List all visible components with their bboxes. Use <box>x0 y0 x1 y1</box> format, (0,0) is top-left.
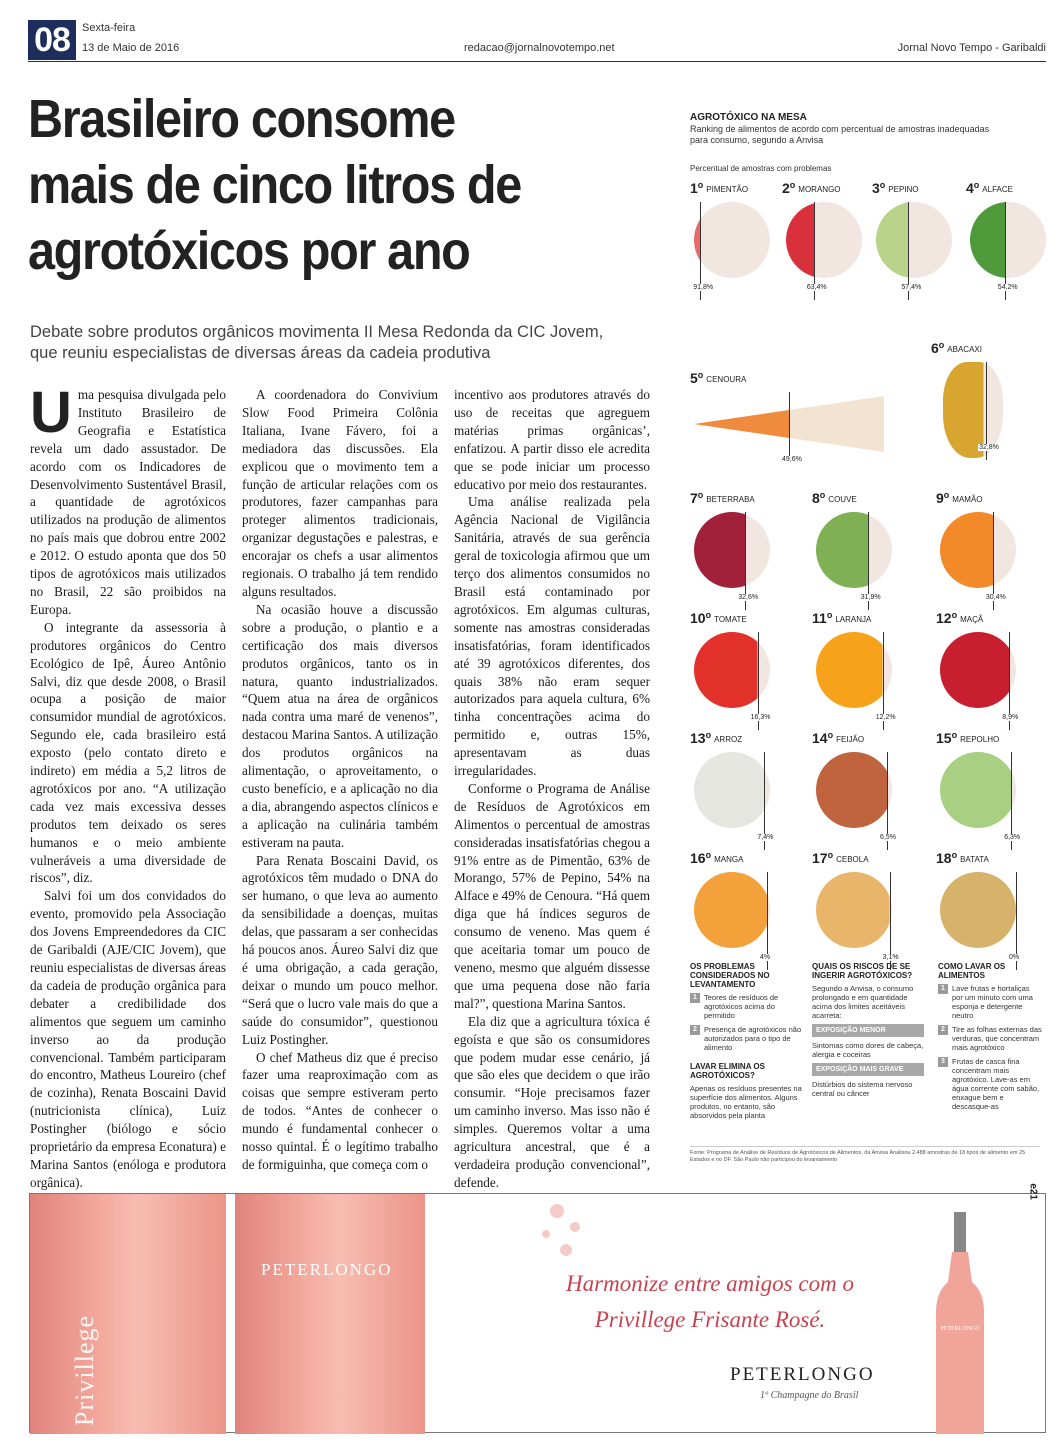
food-image <box>970 202 1046 278</box>
paragraph: O integrante da assessoria à produtores orgânicos do Centro Ecológico de Ipê, Áureo Antônio Salvi, diz que desde 2008, o Brasil ocupa a posição de maior consumidor mundial de agrotóxicos. Segundo ele, cada brasileiro está exposto (pelo contato direto e indireto) em média a 5,2 litros de agrotóxicos por ano. “A utilização cada vez mais excessiva desses produtos tem deixado os seres humanos e o meio ambiente vulneráveis a uma diversidade de riscos”, diz. <box>30 619 226 886</box>
food-image <box>816 632 892 708</box>
percent-label: 6,3% <box>1004 834 1021 841</box>
percent-label: 57,4% <box>901 284 922 291</box>
risks-title: QUAIS OS RISCOS DE SE INGERIR AGROTÓXICOS? <box>812 962 913 980</box>
food-item <box>936 490 1026 620</box>
bubble-decoration <box>570 1222 580 1232</box>
paragraph: Conforme o Programa de Análise de Resíduos de Agrotóxicos em Alimentos o percentual de amostras consideradas insatisfatórias chegou a 91% entre as de Pimentão, 63% de Morango, 57% de Pepino, 54% na Alface e 49% de Cenoura. “Há quem diga que há índices seguros de consumo de veneno. Mas quem é que aceitaria tomar um pouco de veneno, mesmo que alguém dissesse que uma pequena dose não faria mal?”, questiona Marina Santos. <box>454 780 650 1011</box>
article-subhead: Debate sobre produtos orgânicos movimenta II Mesa Redonda da CIC Jovem, que reuniu especialistas de diversas áreas da cadeia produtiva <box>30 323 604 362</box>
food-rank-label: 4$^o$ ALFACE <box>966 180 1013 196</box>
weekday: Sexta-feira <box>82 22 136 34</box>
percent-marker <box>789 392 790 462</box>
percent-label: 6,5% <box>880 834 897 841</box>
food-item <box>812 850 902 980</box>
ad-code: e21 <box>1028 1183 1039 1200</box>
bubble-decoration <box>542 1230 550 1238</box>
food-item <box>782 180 872 310</box>
exposure-minor-text: Sintomas como dores de cabeça, alergia e coceiras <box>812 1041 924 1059</box>
washing-question-title: LAVAR ELIMINA OS AGROTÓXICOS? <box>690 1062 765 1080</box>
food-rank-label: 8$^o$ COUVE <box>812 490 857 506</box>
percent-label: 49,6% <box>782 456 802 463</box>
food-item <box>812 730 902 860</box>
list-item: 2 Tire as folhas externas das verduras, que concentram mais agrotóxico <box>938 1025 1042 1052</box>
food-image <box>876 202 952 278</box>
article-column-3 <box>454 386 650 1192</box>
exposure-minor-tag: EXPOSIÇÃO MENOR <box>812 1024 924 1037</box>
list-item: 3 Frutas de casca fina concentram mais agrotóxico. Lave-as em água corrente com sabão, enxague bem e descasque-as <box>938 1057 1042 1111</box>
exposure-severe-tag: EXPOSIÇÃO MAIS GRAVE <box>812 1063 924 1076</box>
percent-label: 30,4% <box>985 594 1006 601</box>
percent-label: 4% <box>759 954 771 961</box>
list-item: 2 Presença de agrotóxicos não autorizados para o tipo de alimento <box>690 1025 802 1052</box>
food-rank-label: 11$^o$ LARANJA <box>812 610 872 626</box>
drop-cap: U <box>30 380 72 445</box>
food-image <box>816 512 892 588</box>
food-item <box>966 180 1056 310</box>
ad-tagline: Harmonize entre amigos com o Privillege Frisante Rosé. <box>566 1271 854 1332</box>
food-image <box>940 752 1016 828</box>
food-rank-label: 16$^o$ MANGA <box>690 850 744 866</box>
issue-date: 13 de Maio de 2016 <box>82 42 180 54</box>
food-rank-label: 3$^o$ PEPINO <box>872 180 919 196</box>
svg-text:PETERLONGO: PETERLONGO <box>940 1326 980 1332</box>
wash-title: COMO LAVAR OS ALIMENTOS <box>938 962 1006 980</box>
paragraph: incentivo aos produtores através do uso de receitas que agreguem matérias primas orgânicas’, enfatizou. A partir disso ele acredita que se pode iniciar um processo educativo por meio dos restaurantes. <box>454 387 650 492</box>
bottle-brand: PETERLONGO <box>261 1260 393 1279</box>
food-rank-label: 5$^o$ CENOURA <box>690 370 747 386</box>
food-item <box>931 340 1021 470</box>
paragraph: Uma análise realizada pela Agência Nacional de Vigilância Sanitária, através de sua gerência geral de toxicologia afirmou que um terço dos alimentos consumidos no Brasil está contaminado por agrotóxicos. Em algumas culturas, somente nas amostras consideradas insatisfatórias, foram identificados até 39 agrotóxicos diferentes, dos quais 38% não eram sequer autorizados para aquela cultura, 6% tinha concentrações acima do permitido e, outras 15%, apresentavam as duas irregularidades. <box>454 494 650 779</box>
food-rank-label: 1$^o$ PIMENTÃO <box>690 180 749 196</box>
washing-answer: Apenas os resíduos presentes na superfície dos alimentos. Alguns produtos, no entanto, são absorvidos pela planta <box>690 1084 802 1120</box>
infographic-source: Fonte: Programa de Análise de Resíduos de Agrotóxicos de Alimentos, da Anvisa Analisou 2.488 amostras de 18 tipos de alimento em 25 Estados e no DF. São Paulo não participou do levantamento <box>690 1146 1040 1164</box>
infographic-subtitle: Ranking de alimentos de acordo com percentual de amostras inadequadas para consumo, segundo a Anvisa <box>690 124 990 145</box>
newspaper-name: Jornal Novo Tempo - Garibaldi <box>897 42 1046 54</box>
food-image <box>694 872 770 948</box>
paragraph: Para Renata Boscaini David, os agrotóxicos têm mudado o DNA do ser humano, o que leva ao aumento da sensibilidade a doenças, muitas delas, que passaram a ser conhecidas há poucos anos. Áureo Salvi diz que é uma obrigação, a cada geração, deixar o mundo um pouco melhor. “Será que o lucro vale mais do que a saúde do consumidor”, questionou Luiz Postingher. <box>242 852 438 1047</box>
food-item <box>936 850 1026 980</box>
wash-box <box>938 962 1042 1116</box>
bottle-label: Privillege <box>70 1314 99 1426</box>
problems-title: OS PROBLEMAS CONSIDERADOS NO LEVANTAMENTO <box>690 962 770 989</box>
percent-label: 3,1% <box>882 954 899 961</box>
risks-text: Segundo a Anvisa, o consumo prolongado e em quantidade acima dos limites aceitáveis acarreta: <box>812 984 914 1020</box>
food-image <box>940 512 1016 588</box>
food-image <box>786 202 862 278</box>
paragraph: Ela diz que a agricultura tóxica é egoísta e que são os consumidores que podem mudar esse cenário, já que são eles que decidem o que irão consumir. “Hoje precisamos fazer um caminho inverso. Mas isso não é simples. Queremos voltar a uma agricultura ancestral, que é a verdadeira produção convencional”, defende. <box>454 1013 650 1190</box>
percent-label: 31,9% <box>860 594 881 601</box>
article-column-2 <box>242 386 438 1174</box>
food-rank-label: 7$^o$ BETERRABA <box>690 490 755 506</box>
food-item <box>690 370 802 500</box>
percent-label: 54,2% <box>997 284 1018 291</box>
food-rank-label: 2$^o$ MORANGO <box>782 180 841 196</box>
paragraph: A coordenadora do Convivium Slow Food Primeira Colônia Italiana, Ivane Fávero, foi a mediadora das discussões. Ela explicou que o movimento tem a função de articular relações com os produtores, fazer campanhas para proteger alimentos tradicionais, organizar degustações e palestras, e encorajar os chefs a usar alimentos regionais. O trabalho já tem rendido alguns resultados. <box>242 387 438 599</box>
percent-label: 16,3% <box>750 714 771 721</box>
percent-label: 32,8% <box>979 444 999 451</box>
food-item <box>936 730 1026 860</box>
food-rank-label: 13$^o$ ARROZ <box>690 730 743 746</box>
food-rank-label: 9$^o$ MAMÃO <box>936 490 983 506</box>
page-number: 08 <box>28 20 76 60</box>
food-rank-label: 12$^o$ MAÇÃ <box>936 610 984 626</box>
paragraph: Uma pesquisa divulgada pelo Instituto Brasileiro de Geografia e Estatística revela um dado assustador. De acordo com os Indicadores de Desenvolvimento Sustentável Brasil, a quantidade de agrotóxicos utilizados na produção de alimentos no país mais que dobrou entre 2002 e 2012. O estudo aponta que dos 50 tipos de agrotóxicos mais utilizados no Brasil, 22 são proibidos na Europa. <box>30 380 226 617</box>
list-item: 1 Teores de resíduos de agrotóxicos acima do permitido <box>690 993 802 1020</box>
ad-slogan: 1º Champagne do Brasil <box>760 1390 859 1401</box>
food-image <box>694 752 770 828</box>
food-item <box>936 610 1026 740</box>
percent-caption: Percentual de amostras com problemas <box>690 164 832 173</box>
food-item <box>812 490 902 620</box>
paragraph: Na ocasião houve a discussão sobre a produção, o plantio e a certificação dos mais diversos produtos orgânicos, tanto os in natura, quanto industrializados. “Quem atua na área de orgânicos nada contra uma maré de venenos”, destacou Marina Santos. A utilização dos produtos orgânicos na alimentação, o aproveitamento, o custo benefício, e a aplicação no dia a dia, abrangendo aspectos clínicos e a aplicação na culinária também estiveram na pauta. <box>242 601 438 850</box>
bottle-icon <box>928 1212 992 1434</box>
food-item <box>690 730 780 860</box>
food-item <box>690 850 780 980</box>
problems-box <box>690 962 802 1120</box>
paragraph: O chef Matheus diz que é preciso fazer uma reaproximação com as coisas que sempre estiveram perto de todos. “Antes de conhecer o mundo é fundamental conhecer o nosso quintal. É o legítimo trabalho de formiguinha, que começa com o <box>242 1049 438 1172</box>
food-rank-label: 10$^o$ TOMATE <box>690 610 747 626</box>
food-item <box>690 610 780 740</box>
ad-brand: PETERLONGO <box>730 1364 875 1385</box>
food-rank-label: 15$^o$ REPOLHO <box>936 730 1000 746</box>
percent-label: 8,9% <box>1002 714 1019 721</box>
food-image <box>940 632 1016 708</box>
page-header <box>28 18 1046 62</box>
article-column-1 <box>30 380 226 1192</box>
food-image <box>940 872 1016 948</box>
food-rank-label: 17$^o$ CEBOLA <box>812 850 869 866</box>
food-image <box>816 752 892 828</box>
percent-label: 7,4% <box>757 834 774 841</box>
agrotoxic-infographic <box>676 100 1050 1170</box>
paragraph: Salvi foi um dos convidados do evento, promovido pela Associação dos Jovens Empreendedores da CIC de Garibaldi (AJE/CIC Jovem), que reuniu especialistas de diversas áreas da cadeia de produção orgânica para debater a credibilidade dos alimentos que seguem um caminho inverso ao da produção convencional. Também participaram do encontro, Matheus Loureiro (chef de cozinha), Renata Boscaini David (nutricionista clínica), Luiz Postingher (biólogo e sócio proprietário da empresa Econatura) e Marina Santos (enóloga e produtora orgânica). <box>30 888 226 1190</box>
list-item: 1 Lave frutas e hortaliças por um minuto com uma esponja e detergente neutro <box>938 984 1042 1020</box>
food-item <box>690 490 780 620</box>
newsroom-email[interactable]: redacao@jornalnovotempo.net <box>464 42 615 54</box>
infographic-title: AGROTÓXICO NA MESA <box>690 112 807 123</box>
percent-label: 0% <box>1009 954 1020 961</box>
risks-box <box>812 962 924 1098</box>
food-item <box>690 180 780 310</box>
percent-label: 91,8% <box>693 284 714 291</box>
food-rank-label: 6$^o$ ABACAXI <box>931 340 982 356</box>
food-image <box>694 512 770 588</box>
food-item <box>872 180 962 310</box>
percent-label: 32,6% <box>738 594 759 601</box>
bottle-image <box>30 1194 226 1434</box>
bubble-decoration <box>550 1204 564 1218</box>
percent-label: 12,2% <box>875 714 896 721</box>
info-boxes <box>690 962 1040 1142</box>
food-rank-label: 14$^o$ FEIJÃO <box>812 730 865 746</box>
food-image <box>816 872 892 948</box>
bubble-decoration <box>560 1244 572 1256</box>
advertisement[interactable] <box>29 1183 1046 1433</box>
food-image <box>694 202 770 278</box>
food-item <box>812 610 902 740</box>
exposure-severe-text: Distúrbios do sistema nervoso central ou câncer <box>812 1080 913 1098</box>
bottle-image <box>235 1194 425 1434</box>
percent-label: 63,4% <box>806 284 827 291</box>
article-headline: Brasileiro consome mais de cinco litros de agrotóxicos por ano <box>28 89 521 281</box>
food-rank-label: 18$^o$ BATATA <box>936 850 989 866</box>
